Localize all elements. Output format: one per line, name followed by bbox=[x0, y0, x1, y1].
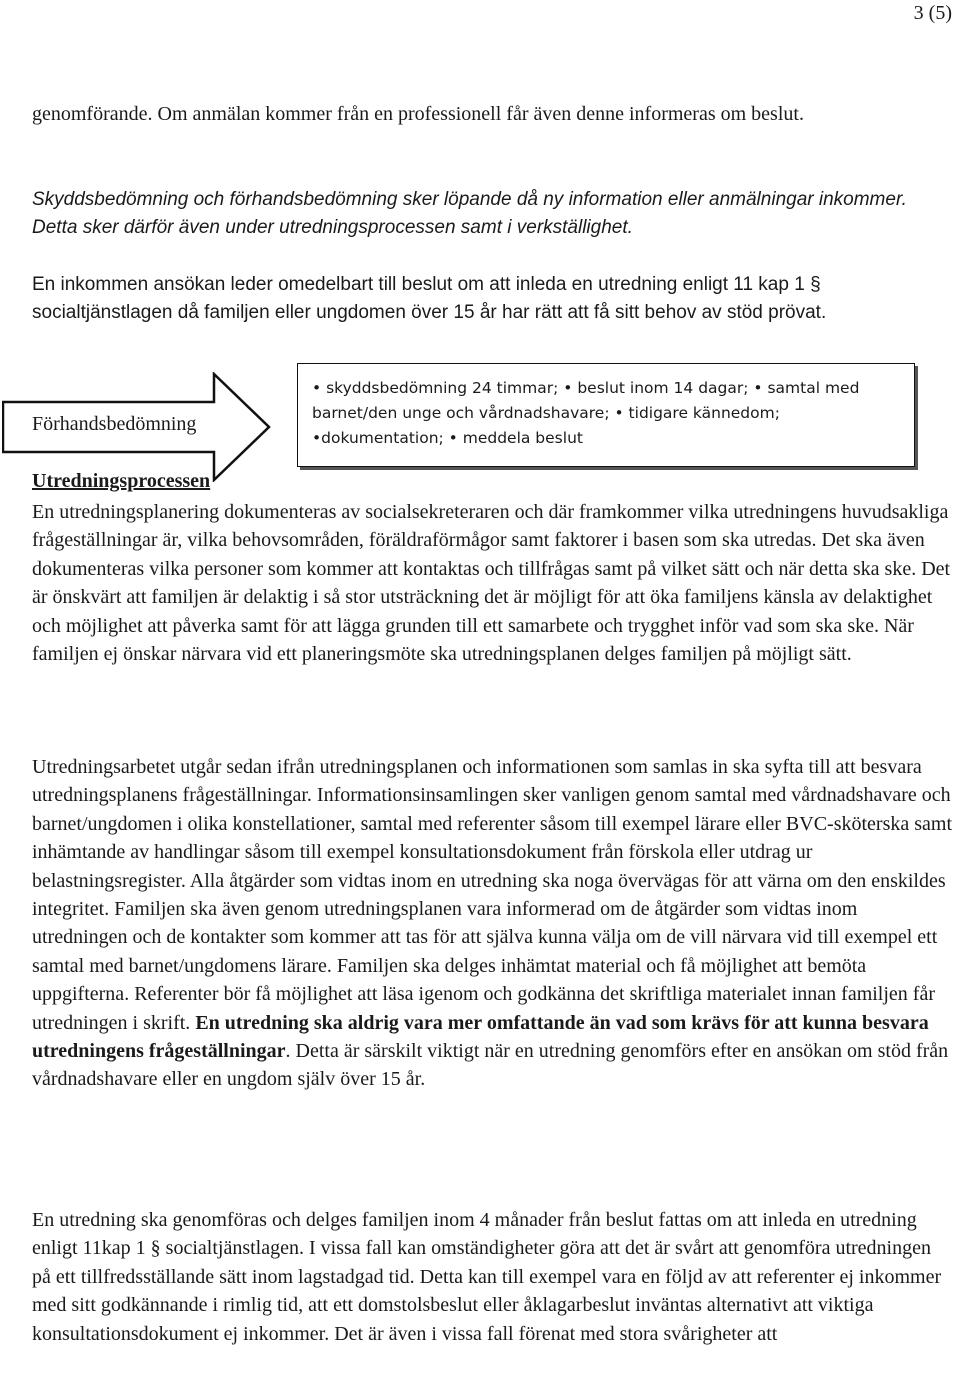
arrow-label: Förhandsbedömning bbox=[32, 413, 197, 435]
intro-paragraph-1: genomförande. Om anmälan kommer från en professionell får även denne informeras om beslut. bbox=[32, 103, 804, 125]
intro-paragraph-3 bbox=[32, 271, 954, 328]
page-number: 3 (5) bbox=[913, 2, 952, 24]
section-paragraph-2-tail: . Detta är särskilt viktigt när en utredning genomförs efter en ansökan om stöd från vårdnadshavare eller en ungdom själv över 15 år. bbox=[32, 1040, 949, 1091]
intro-paragraph-3-cont: socialtjänstlagen då familjen eller ungdomen över 15 år har rätt att få sitt behov av stöd prövat. bbox=[32, 302, 827, 324]
section-sign: § bbox=[810, 274, 821, 295]
intro-paragraph-2: Skyddsbedömning och förhandsbedömning sker löpande då ny information eller anmälningar inkommer. Detta sker därför även under utredningsprocessen samt i verkställighet. bbox=[32, 189, 907, 239]
section-paragraph-1: En utredningsplanering dokumenteras av socialsekreteraren och där framkommer vilka utredningens huvudsakliga frågeställningar är, vilka behovsområden, föräldraförmågor samt faktorer i basen som ska utredas. Det ska även dokumenteras vilka personer som kommer att kontaktas och tillfrågas samt på vilket sätt och när detta ska ske. Det är önskvärt att familjen är delaktig i så stor utsträckning det är möjligt för att öka familjens känsla av delaktighet och möjlighet att påverka samt för att lägga grunden till ett samarbete och trygghet inför vad som ska ske. När familjen ej önskar närvara vid ett planeringsmöte ska utredningsplanen delges familjen på möjligt sätt. bbox=[32, 501, 951, 666]
info-box bbox=[297, 363, 915, 467]
section-paragraph-2-text: Utredningsarbetet utgår sedan ifrån utredningsplanen och informationen som samlas in ska syfta till att besvara utredningsplanens frågeställningar. Informationsinsamlingen sker vanligen genom samtal med vårdnadshavare och barnet/ungdomen i olika konstellationer, samtal med referenter såsom till exempel lärare eller BVC-sköterska samt inhämtande av handlingar såsom till exempel konsultationsdokument från förskola eller utdrag ur belastningsregister. Alla åtgärder som vidtas inom en utredning ska noga övervägas för att värna om den enskildes integritet. Familjen ska även genom utredningsplanen vara informerad om de åtgärder som vidtas inom utredningen och de kontakter som kommer att tas för att själva kunna välja om de vill närvara vid till exempel ett samtal med barnet/ungdomens lärare. Familjen ska delges inhämtat material och få möjlighet att bemöta uppgifterna. Referenter bör få möjlighet att läsa igenom och godkänna det skriftliga materialet innan familjen får utredningen i skrift. bbox=[32, 756, 953, 1034]
section-paragraph-2 bbox=[32, 753, 954, 1094]
section-paragraph-2-emphasis: En utredning ska aldrig vara mer omfattande än vad som krävs för att kunna besvara utredningens frågeställningar bbox=[32, 1011, 929, 1063]
intro-paragraph-3-text: En inkommen ansökan leder omedelbart till beslut om att inleda en utredning enligt 11 kap 1 bbox=[32, 274, 811, 295]
info-box-text: • skyddsbedömning 24 timmar; • beslut inom 14 dagar; • samtal med barnet/den unge och vårdnadshavare; • tidigare kännedom; •dokumentation; • meddela beslut bbox=[312, 379, 860, 447]
section-paragraph-3: En utredning ska genomföras och delges familjen inom 4 månader från beslut fattas om att inleda en utredning enligt 11kap 1 § socialtjänstlagen. I vissa fall kan omständigheter göra att det är svårt att genomföra utredningen på ett tillfredsställande sätt inom lagstadgad tid. Detta kan till exempel vara en följd av att referenter ej inkommer med sitt godkännande i rimlig tid, att ett domstolsbeslut eller åklagarbeslut inväntas alternativt att viktiga konsultationsdokument ej inkommer. Det är även i vissa fall förenat med stora svårigheter att bbox=[32, 1209, 942, 1345]
section-heading: Utredningsprocessen bbox=[32, 470, 211, 492]
